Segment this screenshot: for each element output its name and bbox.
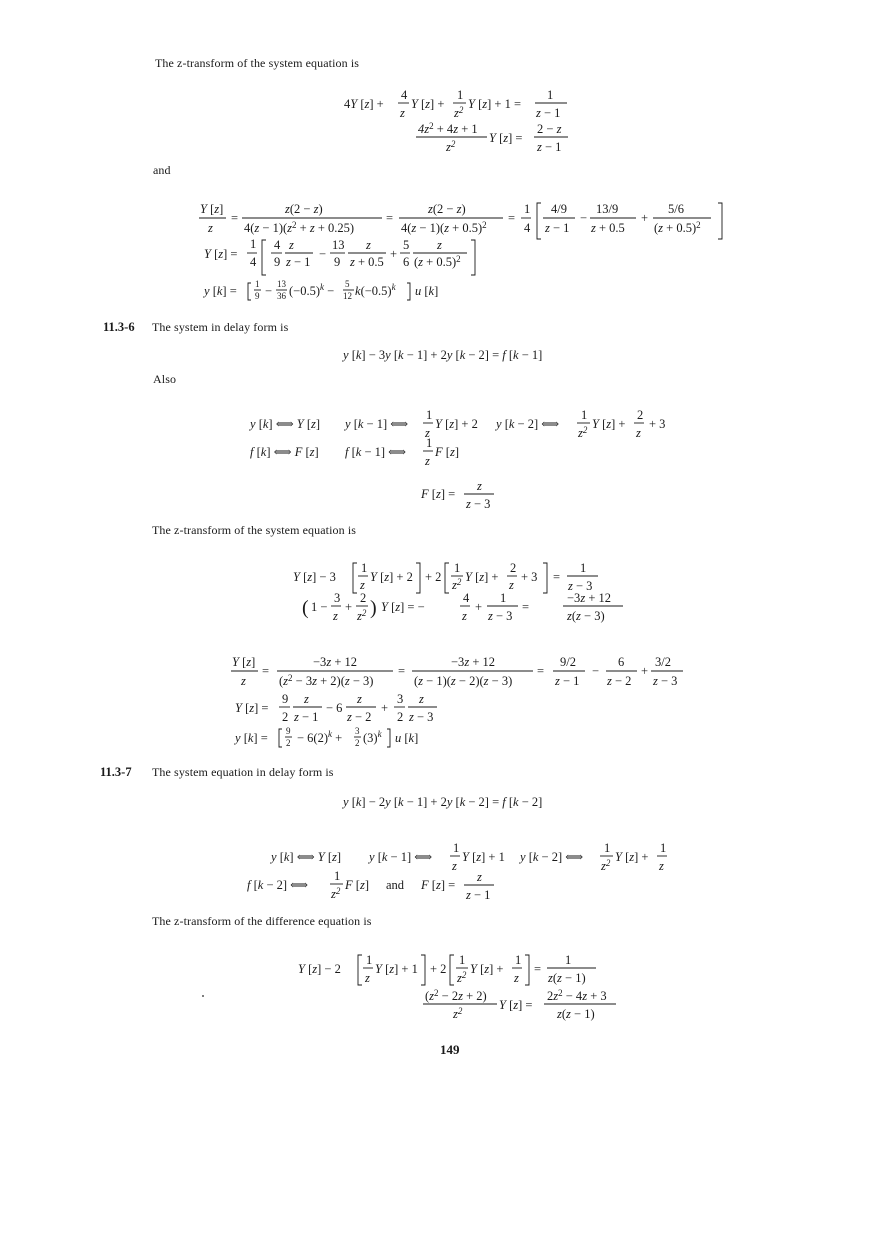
svg-text:2: 2 <box>282 710 289 724</box>
svg-text:y [k − 1] ⟺: y [k − 1] ⟺ <box>369 850 433 864</box>
svg-text:=: = <box>553 570 561 584</box>
svg-text:+ 3: + 3 <box>521 570 538 584</box>
equation-e17 <box>247 869 494 902</box>
svg-text:z: z <box>462 609 467 623</box>
equation-e10 <box>293 561 598 593</box>
svg-text:z(z − 1): z(z − 1) <box>557 1007 595 1021</box>
svg-text:4: 4 <box>524 221 531 235</box>
svg-text:9: 9 <box>274 255 281 269</box>
svg-text:− 6: − 6 <box>326 701 343 715</box>
svg-text:z + 0.5: z + 0.5 <box>591 221 625 235</box>
svg-text:Y [z] +: Y [z] + <box>470 962 504 976</box>
svg-text:Y [z] − 3: Y [z] − 3 <box>293 570 336 584</box>
svg-text:3: 3 <box>397 692 404 706</box>
equation-e6 <box>341 348 542 362</box>
svg-text:=: = <box>537 664 545 678</box>
svg-text:1: 1 <box>426 436 433 450</box>
svg-text:1: 1 <box>334 869 341 883</box>
equation-e3 <box>199 202 722 239</box>
delay-form-text-1: The system in delay form is <box>152 320 289 334</box>
svg-text:z(2 − z): z(2 − z) <box>428 202 466 216</box>
svg-text:− 6(2)k +: − $6(2)^k$ + <box>297 729 343 745</box>
svg-text:z: z <box>400 106 405 120</box>
svg-text:Y [z] =: Y [z] = <box>235 701 269 715</box>
svg-text:1: 1 <box>515 953 522 967</box>
svg-text:y [k − 2] ⟺: y [k − 2] ⟺ <box>496 417 560 431</box>
svg-text:=: = <box>386 211 394 225</box>
svg-text:z: z <box>289 238 294 252</box>
problem-label-11-3-6: 11.3-6 <box>103 320 135 334</box>
svg-text:−: − <box>580 211 588 225</box>
equation-e13 <box>235 692 437 724</box>
svg-text:1: 1 <box>426 408 433 422</box>
svg-text:f [k − 2] ⟺: f [k − 2] ⟺ <box>247 878 309 892</box>
svg-text:z: z <box>208 221 213 235</box>
svg-text:1: 1 <box>459 953 466 967</box>
svg-text:+: + <box>390 247 398 261</box>
svg-text:+ 3: + 3 <box>649 417 666 431</box>
svg-text:z − 1: z − 1 <box>537 140 562 154</box>
svg-text:y [k] ⟺ Y [z]: y [k] ⟺ Y [z] <box>271 850 342 864</box>
svg-text:5/6: 5/6 <box>668 202 684 216</box>
svg-text:z2: $z^2$ <box>457 970 467 985</box>
svg-text:1: 1 <box>500 591 507 605</box>
svg-text:Y [z] + 1: Y [z] + 1 <box>375 962 418 976</box>
svg-text:5: 5 <box>403 238 410 252</box>
svg-text:2 − z: 2 − z <box>537 122 562 136</box>
svg-text:9/2: 9/2 <box>560 655 576 669</box>
svg-text:1 −: 1 − <box>311 600 328 614</box>
svg-text:=: = <box>534 962 542 976</box>
svg-text:−3z + 12: −3z + 12 <box>451 655 495 669</box>
svg-text:4z2 + 4z + 1: $4z^2 + 4z + 1$ <box>418 121 478 136</box>
svg-text:z: z <box>360 578 365 592</box>
svg-text:z: z <box>509 578 514 592</box>
svg-text:Y [z] +: Y [z] + <box>615 850 649 864</box>
svg-text:1: 1 <box>580 561 587 575</box>
svg-text:1: 1 <box>565 953 572 967</box>
also-text: Also <box>153 372 177 386</box>
svg-text:z: z <box>477 479 482 493</box>
svg-text:+ 2: + 2 <box>430 962 447 976</box>
svg-text:+: + <box>475 600 483 614</box>
ztransform-text-2: The z-transform of the system equation is <box>152 523 357 537</box>
svg-text:Y [z] − 2: Y [z] − 2 <box>298 962 341 976</box>
equation-e11 <box>302 591 623 623</box>
equation-e4 <box>204 237 475 275</box>
svg-text:z2: $z^2$ <box>357 608 367 623</box>
svg-text:z2: $z^2$ <box>578 425 588 440</box>
svg-text:=: = <box>522 600 530 614</box>
svg-text:z2: $z^2$ <box>454 105 464 120</box>
svg-text:y [k] − 2y [k − 1] + 2y [k − 2: y [k] − 2y [k − 1] + 2y [k − 2] = f [k − 2] <box>343 795 543 809</box>
and-text: and <box>153 163 171 177</box>
svg-text:): ) <box>370 597 377 619</box>
svg-text:Y [z] + 2: Y [z] + 2 <box>435 417 478 431</box>
svg-text:u [k]: u [k] <box>395 731 419 745</box>
svg-text:z: z <box>357 692 362 706</box>
ztransform-diff-text: The z-transform of the difference equation is <box>152 914 372 928</box>
svg-text:z − 1: z − 1 <box>294 710 319 724</box>
svg-text:2: 2 <box>637 408 644 422</box>
svg-text:(3)k: $(3)^k$ <box>363 729 382 745</box>
svg-text:(z + 0.5)2: $(z + 0.5)^2$ <box>654 220 701 235</box>
svg-text:z2: $z^2$ <box>331 886 341 901</box>
svg-text:−: − <box>265 284 273 298</box>
svg-text:z: z <box>304 692 309 706</box>
svg-text:4Y [z] +: 4Y [z] + <box>344 97 384 111</box>
svg-text:z: z <box>452 859 457 873</box>
intro-text: The z-transform of the system equation is <box>155 56 360 70</box>
svg-text:4: 4 <box>250 255 257 269</box>
svg-text:z − 1: z − 1 <box>286 255 311 269</box>
svg-text:z + 0.5: z + 0.5 <box>350 255 384 269</box>
svg-text:=: = <box>262 664 270 678</box>
svg-text:F [z]: F [z] <box>345 878 369 892</box>
svg-text:Y: Y <box>411 97 418 111</box>
svg-text:z(z − 3): z(z − 3) <box>567 609 605 623</box>
svg-text:1: 1 <box>457 88 464 102</box>
svg-text:F [z]: F [z] <box>435 445 459 459</box>
equation-e16 <box>269 841 667 873</box>
svg-text:y [k] − 3y [k − 1] + 2y [k − 2: y [k] − 3y [k − 1] + 2y [k − 2] = f [k − 1] <box>343 348 543 362</box>
svg-text:z − 3: z − 3 <box>568 579 593 593</box>
svg-text:z: z <box>425 454 430 468</box>
svg-text:13: 13 <box>332 238 345 252</box>
svg-text:z − 1: z − 1 <box>536 106 561 120</box>
svg-text:z − 1: z − 1 <box>466 888 491 902</box>
svg-text:1: 1 <box>547 88 554 102</box>
svg-text:z2: $z^2$ <box>601 858 611 873</box>
equation-e2 <box>416 121 568 154</box>
svg-text:2: 2 <box>355 738 360 748</box>
svg-text:13: 13 <box>277 279 286 289</box>
svg-text:6: 6 <box>618 655 625 669</box>
svg-text:−: − <box>319 247 327 261</box>
svg-text:Y [z]: Y [z] <box>200 202 224 216</box>
svg-text:+ 2: + 2 <box>425 570 442 584</box>
svg-text:9: 9 <box>255 291 260 301</box>
svg-text:−3z + 12: −3z + 12 <box>567 591 611 605</box>
svg-text:z − 3: z − 3 <box>653 674 678 688</box>
svg-text:2: 2 <box>286 738 291 748</box>
svg-text:=: = <box>398 664 406 678</box>
svg-text:Y [z] = −: Y [z] = − <box>381 600 425 614</box>
svg-text:z: z <box>365 971 370 985</box>
equation-e15 <box>341 795 542 809</box>
svg-text:1: 1 <box>361 561 368 575</box>
svg-text:z − 3: z − 3 <box>409 710 434 724</box>
svg-text:and: and <box>386 878 405 892</box>
svg-text:1: 1 <box>366 953 373 967</box>
svg-text:Y [z] =: Y [z] = <box>499 998 533 1012</box>
svg-text:1: 1 <box>250 237 257 251</box>
svg-text:3/2: 3/2 <box>655 655 671 669</box>
svg-text:f [k − 1] ⟺: f [k − 1] ⟺ <box>345 445 407 459</box>
svg-text:y [k − 2] ⟺: y [k − 2] ⟺ <box>520 850 584 864</box>
delay-form-text-2: The system equation in delay form is <box>152 765 334 779</box>
svg-text:4: 4 <box>401 88 408 102</box>
svg-text:Y [z] +: Y [z] + <box>465 570 499 584</box>
equation-e19 <box>423 988 616 1021</box>
svg-text:4(z − 1)(z + 0.5)2: $4(z - 1)(z + 0.5)^2$ <box>401 220 487 235</box>
svg-text:k(−0.5)k: $k(-0.5)^k$ <box>355 282 396 298</box>
equation-e5 <box>202 279 438 301</box>
svg-text:z − 2: z − 2 <box>347 710 372 724</box>
equation-e18 <box>298 953 596 985</box>
svg-text:9: 9 <box>334 255 341 269</box>
svg-text:z: z <box>514 971 519 985</box>
svg-text:=: = <box>231 211 239 225</box>
svg-text:Y [z]: Y [z] <box>232 655 256 669</box>
svg-text:2: 2 <box>360 591 367 605</box>
svg-text:4: 4 <box>463 591 470 605</box>
svg-text:[z] +: [z] + <box>421 97 445 111</box>
svg-text:+: + <box>641 664 649 678</box>
svg-text:Y [z] + 1 =: Y [z] + 1 = <box>468 97 522 111</box>
equation-e9 <box>420 479 494 511</box>
svg-text:−: − <box>592 664 600 678</box>
svg-text:y [k] =: y [k] = <box>204 284 237 298</box>
svg-text:(z + 0.5)2: $(z + 0.5)^2$ <box>414 254 461 269</box>
page-number: 149 <box>440 1042 460 1057</box>
svg-text:Y [z] + 1: Y [z] + 1 <box>462 850 505 864</box>
svg-text:1: 1 <box>255 279 260 289</box>
svg-text:z: z <box>425 426 430 440</box>
svg-text:(−0.5)k −: $(-0.5)^k$ − <box>289 282 335 298</box>
svg-text:(z − 1)(z − 2)(z − 3): (z − 1)(z − 2)(z − 3) <box>414 674 513 688</box>
svg-text:1: 1 <box>581 408 588 422</box>
svg-text:9: 9 <box>286 726 291 736</box>
equation-e8 <box>250 436 459 468</box>
svg-text:1: 1 <box>524 202 531 216</box>
svg-text:(z2 − 2z + 2): $(z^2 - 2z + 2)$ <box>425 988 487 1003</box>
svg-text:=: = <box>508 211 516 225</box>
equation-e7 <box>248 408 665 440</box>
svg-text:1: 1 <box>604 841 611 855</box>
svg-text:z(z − 1): z(z − 1) <box>548 971 586 985</box>
svg-text:4: 4 <box>274 238 281 252</box>
svg-text:z2: $z^2$ <box>453 1006 463 1021</box>
svg-text:36: 36 <box>277 291 286 301</box>
svg-text:6: 6 <box>403 255 410 269</box>
svg-text:Y [z] =: Y [z] = <box>204 247 238 261</box>
svg-text:4/9: 4/9 <box>551 202 567 216</box>
svg-text:z − 1: z − 1 <box>555 674 580 688</box>
svg-text:2z2 − 4z + 3: $2z^2 - 4z + 3$ <box>547 988 607 1003</box>
svg-text:z: z <box>477 870 482 884</box>
svg-text:z: z <box>241 674 246 688</box>
svg-text:y [k] =: y [k] = <box>235 731 268 745</box>
svg-text:Y [z] =: Y [z] = <box>489 131 523 145</box>
svg-text:z − 2: z − 2 <box>607 674 632 688</box>
svg-text:z − 3: z − 3 <box>488 609 513 623</box>
svg-text:z: z <box>636 426 641 440</box>
svg-text:z2: $z^2$ <box>446 139 456 154</box>
svg-text:+: + <box>381 701 389 715</box>
svg-text:z(2 − z): z(2 − z) <box>285 202 323 216</box>
svg-text:1: 1 <box>453 841 460 855</box>
svg-text:(z2 − 3z + 2)(z − 3): $(z^2 - 3z + 2)(z - 3)$ <box>279 673 374 688</box>
problem-label-11-3-7: 11.3-7 <box>100 765 132 779</box>
svg-text:z: z <box>366 238 371 252</box>
equation-e14 <box>233 726 418 748</box>
svg-text:u [k]: u [k] <box>415 284 439 298</box>
svg-text:f [k] ⟺ F [z]: f [k] ⟺ F [z] <box>250 445 319 459</box>
svg-text:3: 3 <box>334 591 341 605</box>
svg-text:z2: $z^2$ <box>452 577 462 592</box>
svg-text:Y [z] + 2: Y [z] + 2 <box>370 570 413 584</box>
svg-text:Y [z] +: Y [z] + <box>592 417 626 431</box>
svg-text:(: ( <box>302 597 309 619</box>
svg-text:F [z] =: F [z] = <box>421 878 456 892</box>
svg-text:z: z <box>437 238 442 252</box>
svg-text:z − 1: z − 1 <box>545 221 570 235</box>
svg-text:F [z] =: F [z] = <box>421 487 456 501</box>
svg-text:1: 1 <box>454 561 461 575</box>
svg-text:+: + <box>641 211 649 225</box>
svg-text:z: z <box>419 692 424 706</box>
svg-text:12: 12 <box>343 291 352 301</box>
svg-text:z: z <box>333 609 338 623</box>
svg-text:1: 1 <box>660 841 667 855</box>
scan-speck <box>202 995 204 997</box>
svg-text:+: + <box>345 600 353 614</box>
svg-text:y [k − 1] ⟺: y [k − 1] ⟺ <box>345 417 409 431</box>
svg-text:−3z + 12: −3z + 12 <box>313 655 357 669</box>
svg-text:13/9: 13/9 <box>596 202 619 216</box>
equation-e1 <box>344 88 567 120</box>
svg-text:y [k] ⟺ Y [z]: y [k] ⟺ Y [z] <box>250 417 321 431</box>
svg-text:z − 3: z − 3 <box>466 497 491 511</box>
svg-text:4(z − 1)(z2 + z + 0.25): $4(z - 1)(z^2 + z + 0.25)$ <box>244 220 355 235</box>
svg-text:2: 2 <box>510 561 517 575</box>
svg-text:z: z <box>659 859 664 873</box>
svg-text:2: 2 <box>397 710 404 724</box>
svg-text:5: 5 <box>345 279 350 289</box>
svg-text:3: 3 <box>355 726 360 736</box>
equation-e12 <box>231 655 683 688</box>
svg-text:9: 9 <box>282 692 289 706</box>
